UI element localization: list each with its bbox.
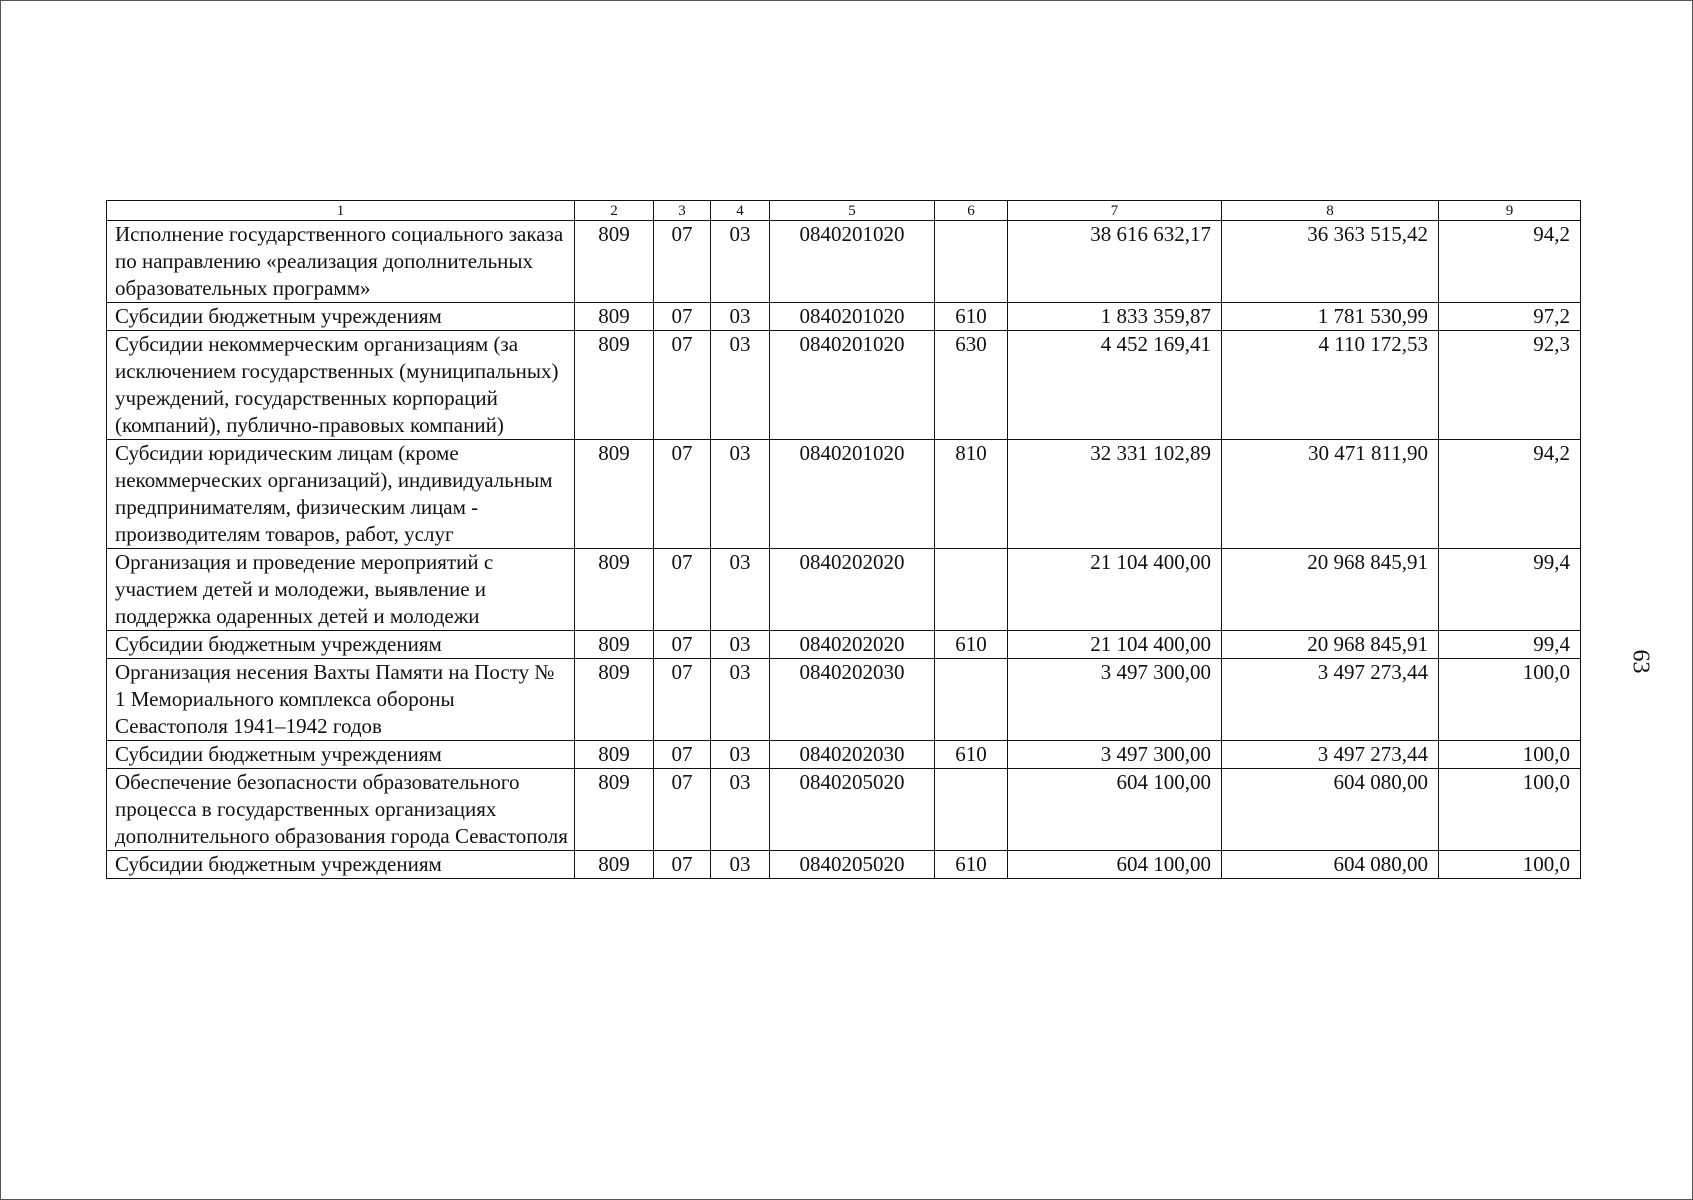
execution-percent: 100,0 (1439, 851, 1581, 879)
target-article-code: 0840202020 (770, 549, 935, 631)
row-name: Обеспечение безопасности образовательного процесса в государственных организациях дополнительного образования города Севастополя (107, 769, 575, 851)
column-number: 9 (1439, 201, 1581, 221)
subsection-code: 03 (711, 741, 770, 769)
approved-amount: 32 331 102,89 (1008, 440, 1222, 549)
executed-amount: 20 968 845,91 (1222, 549, 1439, 631)
subsection-code: 03 (711, 769, 770, 851)
executed-amount: 4 110 172,53 (1222, 331, 1439, 440)
expense-type-code: 610 (935, 303, 1008, 331)
table-row (107, 221, 1581, 303)
expense-type-code (935, 769, 1008, 851)
column-number: 5 (770, 201, 935, 221)
section-code: 07 (654, 741, 711, 769)
section-code: 07 (654, 221, 711, 303)
expense-type-code (935, 549, 1008, 631)
budget-table (106, 200, 1581, 879)
row-name: Субсидии бюджетным учреждениям (107, 303, 575, 331)
approved-amount: 38 616 632,17 (1008, 221, 1222, 303)
executed-amount: 1 781 530,99 (1222, 303, 1439, 331)
table-row (107, 331, 1581, 440)
execution-percent: 100,0 (1439, 659, 1581, 741)
table-row (107, 769, 1581, 851)
execution-percent: 100,0 (1439, 741, 1581, 769)
approved-amount: 3 497 300,00 (1008, 741, 1222, 769)
row-name: Субсидии бюджетным учреждениям (107, 851, 575, 879)
executed-amount: 3 497 273,44 (1222, 741, 1439, 769)
subsection-code: 03 (711, 631, 770, 659)
target-article-code: 0840201020 (770, 440, 935, 549)
table-row (107, 440, 1581, 549)
subsection-code: 03 (711, 659, 770, 741)
target-article-code: 0840202020 (770, 631, 935, 659)
row-name: Организация и проведение мероприятий с участием детей и молодежи, выявление и поддержка одаренных детей и молодежи (107, 549, 575, 631)
column-number: 1 (107, 201, 575, 221)
executed-amount: 30 471 811,90 (1222, 440, 1439, 549)
column-number: 3 (654, 201, 711, 221)
column-number-row (107, 201, 1581, 221)
ministry-code: 809 (575, 221, 654, 303)
subsection-code: 03 (711, 549, 770, 631)
row-name: Организация несения Вахты Памяти на Посту № 1 Мемориального комплекса обороны Севастополя 1941–1942 годов (107, 659, 575, 741)
row-name: Субсидии некоммерческим организациям (за исключением государственных (муниципальных) учреждений, государственных корпораций (компаний), публично-правовых компаний) (107, 331, 575, 440)
row-name: Субсидии юридическим лицам (кроме некоммерческих организаций), индивидуальным предпринимателям, физическим лицам - производителям товаров, работ, услуг (107, 440, 575, 549)
ministry-code: 809 (575, 851, 654, 879)
expense-type-code: 810 (935, 440, 1008, 549)
target-article-code: 0840201020 (770, 303, 935, 331)
table-row (107, 631, 1581, 659)
ministry-code: 809 (575, 440, 654, 549)
ministry-code: 809 (575, 331, 654, 440)
subsection-code: 03 (711, 440, 770, 549)
expense-type-code: 610 (935, 631, 1008, 659)
column-number: 8 (1222, 201, 1439, 221)
executed-amount: 20 968 845,91 (1222, 631, 1439, 659)
approved-amount: 21 104 400,00 (1008, 549, 1222, 631)
section-code: 07 (654, 631, 711, 659)
executed-amount: 604 080,00 (1222, 769, 1439, 851)
section-code: 07 (654, 851, 711, 879)
subsection-code: 03 (711, 851, 770, 879)
expense-type-code (935, 659, 1008, 741)
execution-percent: 94,2 (1439, 440, 1581, 549)
table-row (107, 851, 1581, 879)
execution-percent: 97,2 (1439, 303, 1581, 331)
expense-type-code: 630 (935, 331, 1008, 440)
ministry-code: 809 (575, 741, 654, 769)
column-number: 7 (1008, 201, 1222, 221)
section-code: 07 (654, 440, 711, 549)
table-row (107, 659, 1581, 741)
ministry-code: 809 (575, 303, 654, 331)
ministry-code: 809 (575, 549, 654, 631)
table-row (107, 549, 1581, 631)
approved-amount: 3 497 300,00 (1008, 659, 1222, 741)
approved-amount: 604 100,00 (1008, 769, 1222, 851)
row-name: Субсидии бюджетным учреждениям (107, 631, 575, 659)
target-article-code: 0840201020 (770, 331, 935, 440)
column-number: 6 (935, 201, 1008, 221)
approved-amount: 1 833 359,87 (1008, 303, 1222, 331)
expense-type-code: 610 (935, 741, 1008, 769)
target-article-code: 0840205020 (770, 769, 935, 851)
execution-percent: 100,0 (1439, 769, 1581, 851)
approved-amount: 4 452 169,41 (1008, 331, 1222, 440)
executed-amount: 36 363 515,42 (1222, 221, 1439, 303)
column-number: 4 (711, 201, 770, 221)
row-name: Субсидии бюджетным учреждениям (107, 741, 575, 769)
page-number: 63 (1627, 649, 1654, 674)
subsection-code: 03 (711, 221, 770, 303)
execution-percent: 94,2 (1439, 221, 1581, 303)
execution-percent: 99,4 (1439, 631, 1581, 659)
target-article-code: 0840205020 (770, 851, 935, 879)
ministry-code: 809 (575, 659, 654, 741)
target-article-code: 0840201020 (770, 221, 935, 303)
section-code: 07 (654, 769, 711, 851)
executed-amount: 604 080,00 (1222, 851, 1439, 879)
column-number: 2 (575, 201, 654, 221)
target-article-code: 0840202030 (770, 741, 935, 769)
approved-amount: 604 100,00 (1008, 851, 1222, 879)
section-code: 07 (654, 331, 711, 440)
execution-percent: 92,3 (1439, 331, 1581, 440)
section-code: 07 (654, 303, 711, 331)
ministry-code: 809 (575, 631, 654, 659)
approved-amount: 21 104 400,00 (1008, 631, 1222, 659)
executed-amount: 3 497 273,44 (1222, 659, 1439, 741)
subsection-code: 03 (711, 331, 770, 440)
subsection-code: 03 (711, 303, 770, 331)
execution-percent: 99,4 (1439, 549, 1581, 631)
expense-type-code: 610 (935, 851, 1008, 879)
table-row (107, 741, 1581, 769)
target-article-code: 0840202030 (770, 659, 935, 741)
expense-type-code (935, 221, 1008, 303)
section-code: 07 (654, 549, 711, 631)
ministry-code: 809 (575, 769, 654, 851)
row-name: Исполнение государственного социального заказа по направлению «реализация дополнительных образовательных программ» (107, 221, 575, 303)
section-code: 07 (654, 659, 711, 741)
table-row (107, 303, 1581, 331)
